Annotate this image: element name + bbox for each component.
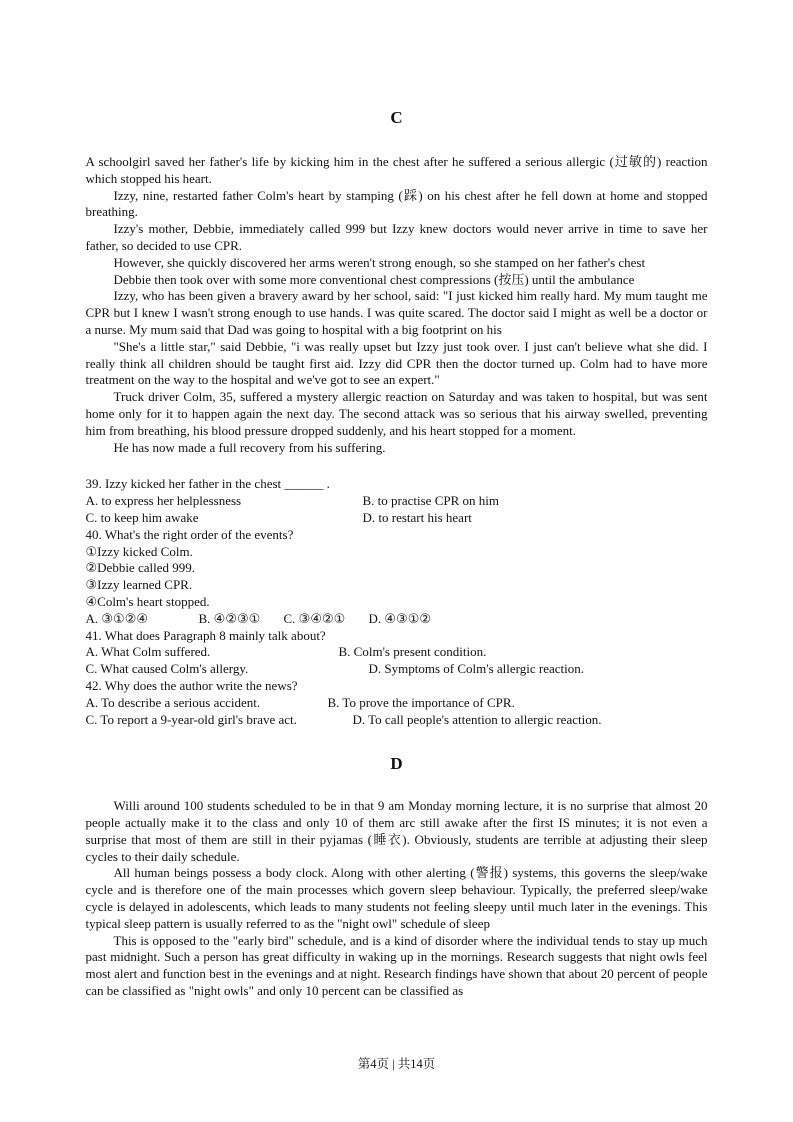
option-a: A. to express her helplessness (85, 493, 242, 509)
option-d: D. to restart his heart (362, 509, 472, 525)
question-41 (86, 628, 708, 678)
option-c: C. To report a 9-year-old girl's brave act. (85, 711, 297, 727)
option-c: C. to keep him awake (85, 509, 199, 525)
event-item: ②Debbie called 999. (85, 560, 195, 576)
option-c: C. What caused Colm's allergy. (85, 661, 249, 677)
option-d: D. ④③①② (368, 610, 432, 626)
paragraph: He has now made a full recovery from his suffering. (113, 439, 386, 455)
question-41-stem: 41. What does Paragraph 8 mainly talk about? (85, 627, 326, 643)
paragraph: Willi around 100 students scheduled to be in that 9 am Monday morning lecture, it is no surprise that almost 20 people actually make it to the class and only 10 of them arc still awake after the first IS minutes; it is not even a surprise that most of them are still in their pyjamas (睡衣). Obviously, students are terrible at adjusting their sleep cycles to their daily schedule. (85, 798, 708, 864)
paragraph: A schoolgirl saved her father's life by kicking him in the chest after he suffered a serious allergic (过敏的) reaction which stopped his heart. (85, 154, 708, 186)
question-40 (86, 527, 708, 628)
option-c: C. ③④②① (283, 610, 346, 626)
paragraph: This is opposed to the "early bird" schedule, and is a kind of disorder where the individual tends to stay up much past midnight. Such a person has great difficulty in waking up in the mornings. Research suggests that night owls feel most alert and function best in the evenings and at night. Research findings have shown that about 20 percent of people can be classified as "night owls" and only 10 percent can be classified as (85, 932, 708, 999)
question-42 (86, 678, 708, 728)
question-42-options-row-2 (86, 712, 708, 729)
questions-block (86, 476, 708, 728)
section-c-heading: C (390, 108, 403, 127)
question-39-stem: 39. Izzy kicked her father in the chest ______ . (85, 476, 330, 492)
question-40-options-row (86, 611, 708, 628)
paragraph: All human beings possess a body clock. Along with other alerting (警报) systems, this governs the sleep/wake cycle and is therefore one of the main processes which govern sleep behaviour. Typically, the preferred sleep/wake cycle is delayed in adolescents, which leads to many students not feeling sleepy until much later in the evenings. This typical sleep pattern is usually referred to as the "night owl" schedule of sleep (85, 865, 708, 931)
paragraph: However, she quickly discovered her arms weren't strong enough, so she stamped on her father's chest (113, 254, 646, 270)
question-40-events (86, 544, 708, 611)
question-41-options-row-1 (86, 644, 708, 661)
question-39-options-row-1 (86, 493, 708, 510)
option-d: D. Symptoms of Colm's allergic reaction. (368, 661, 584, 677)
option-a: A. ③①②④ (85, 610, 149, 626)
option-b: B. to practise CPR on him (362, 493, 499, 509)
paragraph: Izzy, nine, restarted father Colm's heart by stamping (踩) on his chest after he fell down at home and stopped breathing. (85, 187, 708, 220)
paragraph: "She's a little star," said Debbie, "i was really upset but Izzy just took over. I just can't believe what she did. I really think all children should be taught first aid. Izzy did CPR then the doctor turned up. Colm had to have more treatment on the way to the hospital and we've got to see an expert." (85, 338, 708, 388)
paragraph: Truck driver Colm, 35, suffered a mystery allergic reaction on Saturday and was taken to hospital, but was sent home only for it to happen again the next day. The second attack was so serious that his airway swelled, preventing him from breathing, his blood pressure dropped suddenly, and his heart stopped for a moment. (85, 389, 708, 438)
question-42-options-row-1 (86, 695, 708, 712)
option-b: B. To prove the importance of CPR. (327, 694, 515, 710)
paragraph: Izzy, who has been given a bravery award by her school, said: "I just kicked him really hard. My mum taught me CPR but I knew I wasn't strong enough to use hands. I was quite scared. The doctor said I might as well be a doctor or a nurse. My mum said that Dad was going to hospital with a big footprint on his (85, 288, 708, 337)
option-d: D. To call people's attention to allergic reaction. (352, 711, 602, 727)
option-b: B. ④②③① (198, 610, 261, 626)
option-a: A. To describe a serious accident. (85, 694, 261, 710)
section-d-heading: D (390, 754, 403, 774)
event-item: ④Colm's heart stopped. (85, 593, 210, 609)
question-40-stem: 40. What's the right order of the events? (85, 526, 294, 542)
question-41-options-row-2 (86, 661, 708, 678)
event-item: ③Izzy learned CPR. (85, 577, 193, 593)
question-39 (86, 476, 708, 526)
question-39-options-row-2 (86, 510, 708, 527)
option-b: B. Colm's present condition. (338, 644, 487, 660)
paragraph: Izzy's mother, Debbie, immediately called 999 but Izzy knew doctors would never arrive in time to save her father, so decided to use CPR. (85, 221, 708, 253)
question-42-stem: 42. Why does the author write the news? (85, 677, 298, 693)
event-item: ①Izzy kicked Colm. (85, 543, 193, 559)
option-a: A. What Colm suffered. (85, 644, 211, 660)
page-footer: 第4页 | 共14页 (357, 1057, 436, 1071)
paragraph: Debbie then took over with some more conventional chest compressions (按压) until the ambulance (113, 271, 635, 287)
page-content (86, 0, 708, 1000)
